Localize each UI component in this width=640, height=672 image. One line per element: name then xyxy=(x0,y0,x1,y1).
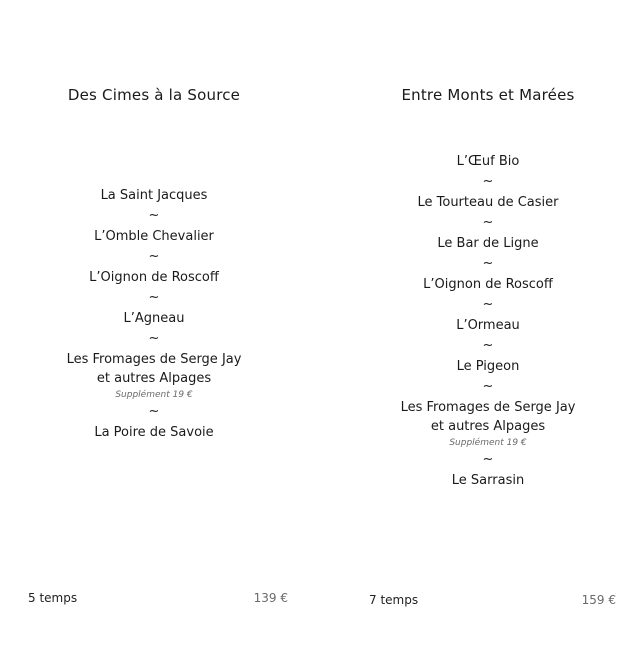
course-name: La Poire de Savoie xyxy=(94,425,214,440)
course-name: La Saint Jacques xyxy=(100,188,208,203)
menu-des-cimes xyxy=(18,0,290,672)
menu-title: Entre Monts et Marées xyxy=(401,86,575,104)
course-item xyxy=(18,186,290,205)
course-name: L’Œuf Bio xyxy=(456,154,520,169)
course-name: L’Oignon de Roscoff xyxy=(423,277,553,292)
course-item xyxy=(352,152,624,171)
course-name: Les Fromages de Serge Jay et autres Alpages xyxy=(66,352,242,386)
course-separator: ~ xyxy=(148,404,160,419)
course-separator: ~ xyxy=(482,452,494,467)
course-name: L’Agneau xyxy=(123,311,185,326)
course-list xyxy=(352,152,624,490)
course-item xyxy=(352,471,624,490)
menu-title: Des Cimes à la Source xyxy=(67,86,241,104)
course-separator: ~ xyxy=(148,208,160,223)
course-name: L’Oignon de Roscoff xyxy=(89,270,219,285)
course-separator: ~ xyxy=(482,379,494,394)
course-name: L’Omble Chevalier xyxy=(94,229,214,244)
menu-entre-monts xyxy=(352,0,624,672)
course-item xyxy=(18,309,290,328)
course-name: Les Fromages de Serge Jay et autres Alpages xyxy=(400,400,576,434)
course-name: Le Sarrasin xyxy=(451,473,525,488)
course-name: Le Bar de Ligne xyxy=(437,236,539,251)
course-item xyxy=(352,316,624,335)
course-separator: ~ xyxy=(482,256,494,271)
course-separator: ~ xyxy=(148,290,160,305)
course-separator: ~ xyxy=(482,338,494,353)
course-item xyxy=(352,398,624,449)
course-list xyxy=(18,186,290,442)
menu-price: 139 € xyxy=(253,591,288,605)
course-item xyxy=(18,227,290,246)
course-item xyxy=(352,234,624,253)
course-separator: ~ xyxy=(482,215,494,230)
course-name: L’Ormeau xyxy=(456,318,520,333)
course-item xyxy=(352,193,624,212)
course-item xyxy=(18,350,290,401)
course-separator: ~ xyxy=(482,174,494,189)
course-name: Le Pigeon xyxy=(456,359,520,374)
course-item xyxy=(18,268,290,287)
course-item xyxy=(352,275,624,294)
course-item xyxy=(18,423,290,442)
course-separator: ~ xyxy=(148,249,160,264)
supplement-note: Supplément 19 € xyxy=(115,390,193,400)
course-name: Le Tourteau de Casier xyxy=(417,195,559,210)
course-separator: ~ xyxy=(482,297,494,312)
course-count: 7 temps xyxy=(369,593,419,607)
supplement-note: Supplément 19 € xyxy=(449,438,527,448)
menu-price: 159 € xyxy=(581,593,616,607)
course-separator: ~ xyxy=(148,331,160,346)
course-count: 5 temps xyxy=(28,591,78,605)
course-item xyxy=(352,357,624,376)
